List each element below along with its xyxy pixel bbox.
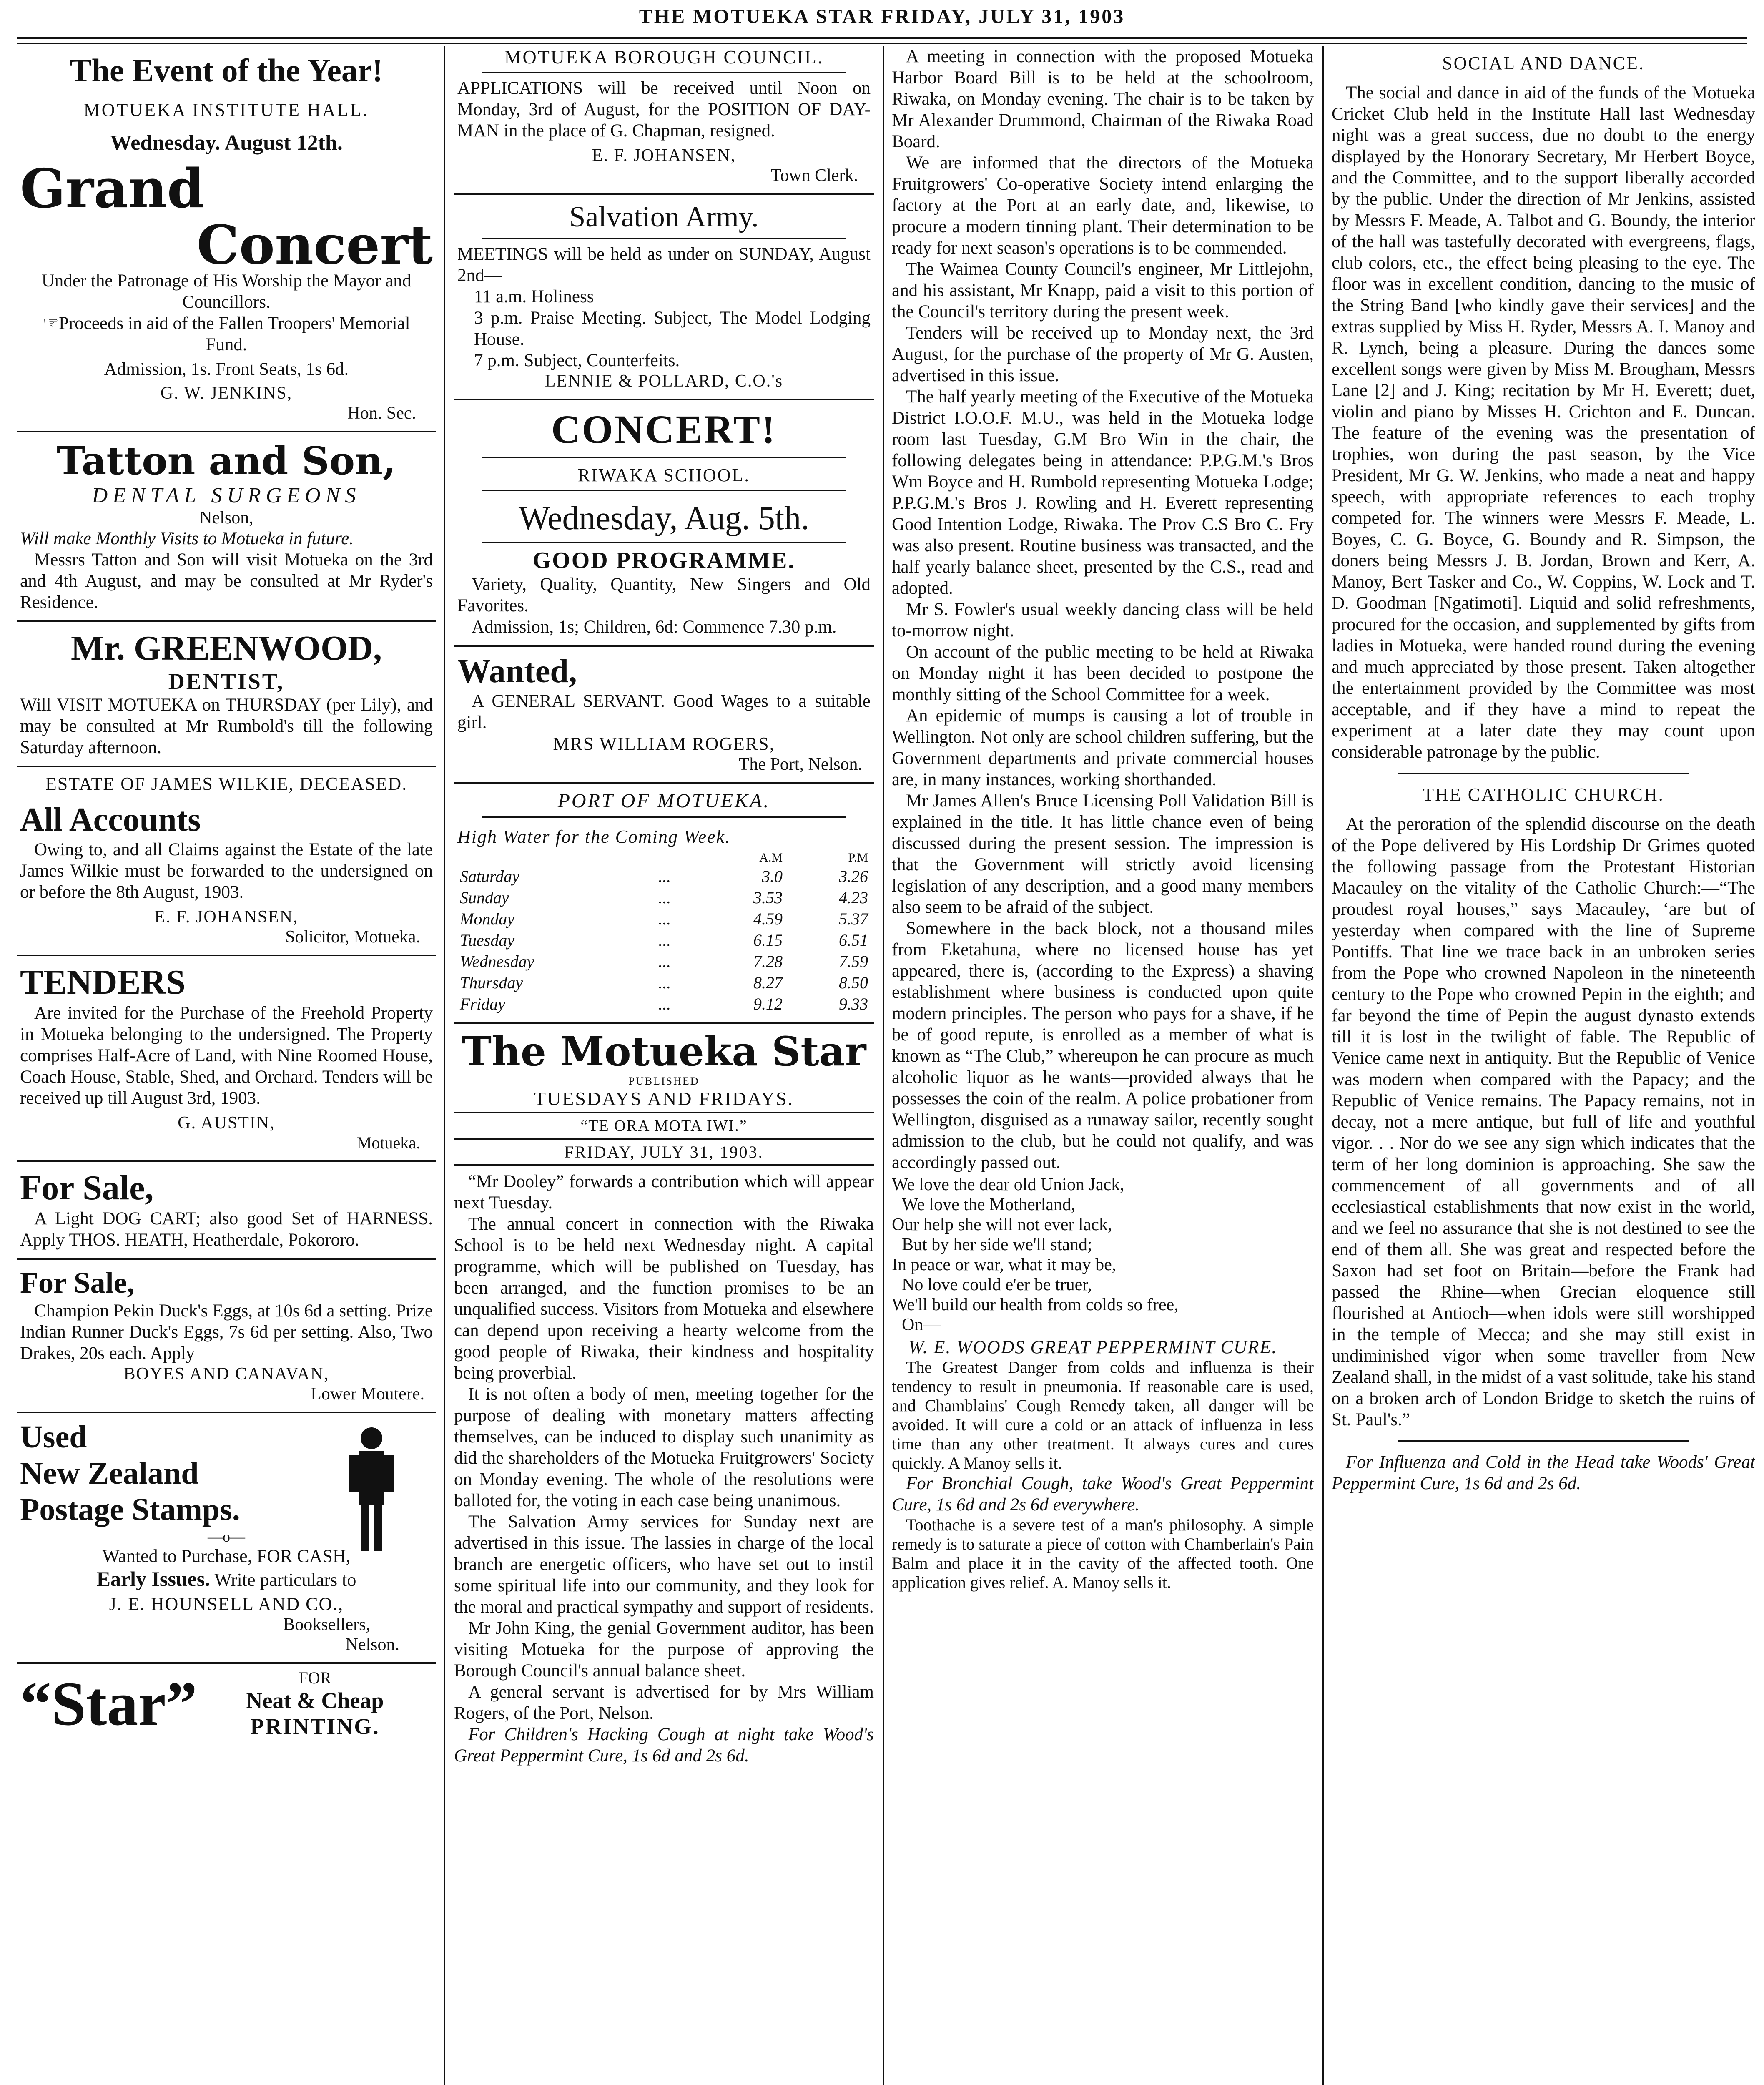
tide-pm: 6.51 — [839, 931, 868, 950]
concert-2-body: Variety, Quality, Quantity, New Singers and Old Favorites. — [457, 575, 871, 615]
concert-venue: MOTUEKA INSTITUTE HALL. — [83, 100, 369, 120]
news-paragraph: The half yearly meeting of the Executive of the Motueka District I.O.O.F. M.U., was held in the Motueka lodge room last Tuesday, G.M Bro Win in the chair, the following delegates being in attendance: P.P.G.M.'s Bros Wm Boyce and H. Rumbold representing Motueka Lodge; P.P.G.M.'s Bros J. Rowling and H. Everett representing Good Intention Lodge, Riwaka. The Prov C.S Bro C. Fry was also present. Routine business was transacted, and the half yearly balance sheet, presented by the C.S., read and adopted. — [892, 387, 1314, 598]
catholic-paragraph: At the peroration of the splendid discourse on the death of the Pope delivered by His Lordship Dr Grimes quoted the following passage from the Protestant Historian Macauley on the vitality of the Catholic Church:—“The proudest royal houses,” says Macauley, ‘are but of yesterday when compared with the line of Supreme Pontiffs. That line we trace back in an unbroken series from the Pope who crowned Napoleon in the nineteenth century to the Pope who crowned Pepin in the eighth; and far beyond the time of Pepin the august dynasto extends till it is lost in the twilight of fable. The Republic of Venice came next in antiquity. But the Republic of Venice was modern when compared with the Papacy; and the Republic of Venice remains. The Papacy remains, not in decay, not a mere antique, but full of life and youthful vigor. . . Nor do we see any sign which indicates that the term of her long dominion is approaching. She saw the commencement of all governments and of all ecclesiastical establishments that now exist in the world, and we feel no assurance that she is not destined to see the end of them all. She was great and respected before the Saxon had set foot on Britain—before the Frank had passed the Rhine—when Grecian eloquence still flourished at Antioch—when idols were still worshipped in the temple of Mecca; and she may still exist in undiminished vigor when some traveller from New Zealand shall, in the midst of a vast solitude, take his stand on a broken arch of London Bridge to sketch the ruins of St. Paul's.” — [1332, 814, 1755, 1429]
sale-1-body: A Light DOG CART; also good Set of HARNESS. Apply THOS. HEATH, Heatherdale, Pokororo. — [20, 1209, 433, 1250]
woods-body: The Greatest Danger from colds and influenza is their tendency to result in pneumonia. If reasonable care is used, and Chamblains' Cough Remedy taken, all danger will be avoided. It will cure a cold or an attack of influenza in less time than any other treatment. It always cures and cures quickly. A Manoy sells it. — [892, 1358, 1314, 1472]
column-1 — [17, 46, 442, 2085]
column-divider — [883, 46, 884, 2085]
concert-2-date: Wednesday, Aug. 5th. — [518, 500, 810, 537]
dots: ... — [658, 973, 671, 992]
dots: ... — [658, 909, 671, 928]
tide-day: Saturday — [460, 867, 519, 886]
nameplate-days: TUESDAYS AND FRIDAYS. — [454, 1088, 874, 1113]
tide-am: 8.27 — [753, 973, 783, 992]
postman-figure-icon — [340, 1422, 403, 1555]
concert-title-1: Grand — [20, 158, 205, 220]
influenza-line: For Influenza and Cold in the Head take Woods' Great Peppermint Cure, 1s 6d and 2s 6d. — [1332, 1452, 1755, 1493]
tide-row — [457, 929, 871, 951]
port-title: PORT OF MOTUEKA. — [557, 790, 770, 812]
concert-2-ad — [454, 400, 874, 647]
verse-line: We'll build our health from colds so free, — [892, 1295, 1179, 1314]
estate-headline: All Accounts — [20, 801, 201, 838]
tide-am: 4.59 — [753, 909, 783, 928]
verse — [892, 1175, 1314, 1335]
pm-header: P.M — [848, 851, 868, 864]
tenders-body: Are invited for the Purchase of the Freehold Property in Motueka belonging to the undersigned. The Property comprises Half-Acre of Land, with Nine Roomed House, Coach House, Stable, Shed, and Orchard. Tenders will be received up till August 3rd, 1903. — [20, 1003, 433, 1108]
verse-line: On— — [902, 1315, 941, 1334]
woods-title: W. E. WOODS GREAT PEPPERMINT CURE. — [908, 1337, 1277, 1357]
tatton-title: Tatton and Son, — [56, 438, 396, 483]
council-signer: E. F. JOHANSEN, — [592, 146, 736, 165]
salvation-title: Salvation Army. — [569, 201, 759, 233]
column-divider — [1322, 46, 1324, 2085]
news-paragraph: The Waimea County Council's engineer, Mr Littlejohn, and his assistant, Mr Knapp, paid a visit to this portion of the Council's territory during the present week. — [892, 259, 1314, 322]
stamps-ad — [17, 1413, 436, 1664]
tide-table-header — [457, 850, 871, 866]
news-paragraph: On account of the public meeting to be held at Riwaka on Monday night it has been decided to postpone the monthly sitting of the School Committee for a week. — [892, 642, 1314, 704]
tide-pm: 8.50 — [839, 973, 868, 992]
tide-row — [457, 866, 871, 887]
salvation-item: 3 p.m. Praise Meeting. Subject, The Model Lodging House. — [474, 308, 871, 349]
news-paragraph: A general servant is advertised for by Mrs William Rogers, of the Port, Nelson. — [454, 1682, 874, 1723]
tide-row — [457, 887, 871, 908]
tide-day: Monday — [460, 909, 515, 928]
sale-2-signer: BOYES AND CANAVAN, — [123, 1364, 329, 1384]
tatton-visits: Will make Monthly Visits to Motueka in future. — [20, 529, 354, 548]
tide-pm: 7.59 — [839, 952, 868, 971]
verse-line: In peace or war, what it may be, — [892, 1255, 1117, 1274]
news-paragraph: The Salvation Army services for Sunday next are advertised in this issue. The lassies in charge of the local branch are energetic officers, who have set out to instil some spiritual life into our community, and they look for the moral and practical sympathy and support of residents. — [454, 1512, 874, 1617]
divider — [482, 542, 846, 543]
greenwood-body: Will VISIT MOTUEKA on THURSDAY (per Lily), and may be consulted at Mr Rumbold's till the following Saturday afternoon. — [20, 695, 433, 757]
dots: ... — [658, 888, 671, 907]
dots: ... — [658, 867, 671, 886]
star-word: “Star” — [20, 1669, 197, 1738]
sale-1-title: For Sale, — [20, 1168, 154, 1207]
tide-day: Tuesday — [460, 931, 515, 950]
tatton-city: Nelson, — [199, 508, 253, 528]
star-printing-ad — [17, 1664, 436, 1743]
estate-ad — [17, 767, 436, 956]
salvation-ad — [454, 195, 874, 400]
bronchial-line: For Bronchial Cough, take Wood's Great Peppermint Cure, 1s 6d and 2s 6d everywhere. — [892, 1474, 1314, 1515]
tide-pm: 5.37 — [839, 909, 868, 928]
star-for: FOR — [299, 1668, 331, 1687]
council-body: APPLICATIONS will be received until Noon on Monday, 3rd of August, for the POSITION OF DAY-MAN in the place of G. Chapman, resigned. — [457, 78, 871, 141]
am-header: A.M — [759, 851, 783, 864]
tide-pm: 3.26 — [839, 867, 868, 886]
toothache-paragraph: Toothache is a severe test of a man's philosophy. A simple remedy is to saturate a piece of cotton with Chamberlain's Pain Balm and place it in the cavity of the affected tooth. One application gives relief. A. Manoy sells it. — [892, 1515, 1314, 1592]
verse-line: But by her side we'll stand; — [902, 1235, 1092, 1254]
social-title: SOCIAL AND DANCE. — [1442, 53, 1645, 73]
masthead: THE MOTUEKA STAR FRIDAY, JULY 31, 1903 — [639, 5, 1125, 28]
estate-body: Owing to, and all Claims against the Estate of the late James Wilkie must be forwarded to the undersigned on or before the 8th August, 1903. — [20, 840, 433, 902]
concert-2-admission: Admission, 1s; Children, 6d: Commence 7.30 p.m. — [472, 617, 837, 637]
concert-2-title: CONCERT! — [551, 407, 777, 452]
news-paragraph: Tenders will be received up to Monday next, the 3rd August, for the purchase of the property of Mr G. Austen, advertised in this issue. — [892, 323, 1314, 385]
salvation-item: 7 p.m. Subject, Counterfeits. — [474, 351, 680, 370]
tenders-title: TENDERS — [20, 963, 186, 1002]
tide-pm: 9.33 — [839, 995, 868, 1013]
sale-ad-2 — [17, 1260, 436, 1413]
stamps-line-3: Postage Stamps. — [20, 1492, 240, 1527]
stamps-body-1: Wanted to Purchase, FOR CASH, — [102, 1546, 351, 1566]
column-2 — [448, 46, 880, 2085]
estate-signer-title: Solicitor, Motueka. — [285, 927, 420, 947]
news-paragraph: Mr John King, the genial Government auditor, has been visiting Motueka for the purpose of approving the Borough Council's annual balance sheet. — [454, 1618, 874, 1681]
tide-row — [457, 951, 871, 972]
tide-am: 9.12 — [753, 995, 783, 1013]
verse-line: We love the Motherland, — [902, 1195, 1076, 1214]
concert-2-program: GOOD PROGRAMME. — [532, 548, 795, 573]
council-title: MOTUEKA BOROUGH COUNCIL. — [504, 46, 824, 68]
concert-2-venue: RIWAKA SCHOOL. — [577, 465, 750, 485]
verse-line: No love could e'er be truer, — [902, 1275, 1092, 1294]
nameplate-published: PUBLISHED — [628, 1075, 700, 1087]
news-paragraph: It is not often a body of men, meeting together for the purpose of dealing with monetary matters affecting themselves, can be induced to display such unanimity as did the shareholders of the Motueka Fruitgrowers' Society on Monday evening. The whole of the resolutions were balloted for, the voting in each case being unanimous. — [454, 1384, 874, 1510]
divider — [1398, 1440, 1689, 1442]
council-signer-title: Town Clerk. — [770, 166, 858, 185]
divider — [482, 490, 846, 491]
sale-ad-1 — [17, 1162, 436, 1260]
tide-table — [457, 850, 871, 1015]
tide-pm: 4.23 — [839, 888, 868, 907]
catholic-title: THE CATHOLIC CHURCH. — [1423, 784, 1664, 805]
news-paragraph: Mr S. Fowler's usual weekly dancing class will be held to-morrow night. — [892, 600, 1314, 641]
tide-row — [457, 993, 871, 1015]
tide-row — [457, 908, 871, 929]
news-paragraph: Mr James Allen's Bruce Licensing Poll Validation Bill is explained in the title. It has little chance even of being discussed during the present session. The impression is that the Government will strictly avoid licensing legislation of any description, and a good many members also seem to be afraid of the subject. — [892, 791, 1314, 917]
stamps-place: Nelson. — [345, 1635, 399, 1654]
dots: ... — [658, 995, 671, 1013]
tide-day: Wednesday — [460, 952, 534, 971]
concert-headline: The Event of the Year! — [70, 52, 383, 88]
column-divider — [444, 46, 445, 2085]
wanted-title: Wanted, — [457, 653, 577, 690]
tide-day: Sunday — [460, 888, 509, 907]
salvation-item: 11 a.m. Holiness — [474, 287, 594, 306]
star-neat-cheap: Neat & Cheap — [246, 1688, 384, 1713]
stamps-line-1: Used — [20, 1419, 87, 1454]
concert-signer-title: Hon. Sec. — [347, 404, 416, 423]
dots: ... — [658, 952, 671, 971]
nameplate-motto: “TE ORA MOTA IWI.” — [454, 1113, 874, 1140]
news-paragraph: A meeting in connection with the proposed Motueka Harbor Board Bill is to be held at the schoolroom, Riwaka, on Monday evening. The chair is to be taken by Mr Alexander Drummond, Chairman of the Riwaka Road Board. — [892, 47, 1314, 151]
news-paragraph: The annual concert in connection with the Riwaka School is to be held next Wednesday night. A capital programme, which will be published on Tuesday, has been arranged, and the function promises to be an unqualified success. Visitors from Motueka and elsewhere can depend upon receiving a hearty welcome from the good people of Riwaka, their kindness and hospitality being proverbial. — [454, 1214, 874, 1383]
column-3 — [886, 46, 1320, 2085]
tenders-signer: G. AUSTIN, — [178, 1113, 275, 1133]
divider — [482, 72, 846, 73]
tatton-subtitle: DENTAL SURGEONS — [92, 484, 361, 507]
wanted-body: A GENERAL SERVANT. Good Wages to a suitable girl. — [457, 691, 871, 732]
greenwood-subtitle: DENTIST, — [168, 669, 285, 694]
news-paragraph: We are informed that the directors of the Motueka Fruitgrowers' Co-operative Society intend enlarging the factory at the Port at an early date, and, likewise, to procure a modern tinning plant. Their determination to be ready for next season's operations is to be commended. — [892, 153, 1314, 258]
concert-ad — [17, 46, 436, 432]
nameplate — [454, 1024, 874, 1166]
concert-proceeds: ☞Proceeds in aid of the Fallen Troopers' Memorial Fund. — [43, 314, 410, 354]
sale-2-place: Lower Moutere. — [311, 1384, 424, 1404]
star-printing: PRINTING. — [250, 1714, 380, 1739]
stamps-signer: J. E. HOUNSELL AND CO., — [109, 1594, 344, 1614]
tide-day: Thursday — [460, 973, 523, 992]
concert-title-2: Concert — [196, 214, 433, 276]
dots: ... — [658, 931, 671, 950]
nameplate-date: FRIDAY, JULY 31, 1903. — [564, 1143, 764, 1161]
greenwood-title: Mr. GREENWOOD, — [71, 629, 382, 668]
tide-am: 3.53 — [753, 888, 783, 907]
news-paragraph: Somewhere in the back block, not a thousand miles from Eketahuna, where no licensed house has yet appeared, there is, (according to the Express) a shaving establishment where business is conducted upon quite modern principles. The person who pays for a shave, if he be of good repute, is enrolled as a member of what is known as “The Club,” whereupon he can procure as much alcoholic liquor as he wants—provided always that he possesses the coin of the realm. A police probationer from Wellington, disguised as a runaway sailor, recently sought admission to the club, but he could not qualify, and was accordingly passed out. — [892, 919, 1314, 1172]
tide-row — [457, 972, 871, 993]
concert-admission: Admission, 1s. Front Seats, 1s 6d. — [104, 359, 349, 379]
tatton-body: Messrs Tatton and Son will visit Motueka on the 3rd and 4th August, and may be consulted at Mr Ryder's Residence. — [20, 550, 433, 612]
verse-line: Our help she will not ever lack, — [892, 1215, 1112, 1234]
council-ad — [454, 46, 874, 195]
wanted-signer: MRS WILLIAM ROGERS, — [553, 734, 775, 754]
editorial-notes — [454, 1166, 874, 1766]
divider — [482, 816, 846, 818]
divider — [1398, 773, 1689, 774]
peppermint-ad-line: For Children's Hacking Cough at night take Wood's Great Peppermint Cure, 1s 6d and 2s 6d. — [454, 1725, 874, 1766]
salvation-signer: LENNIE & POLLARD, C.O.'s — [545, 372, 783, 391]
stamps-line-2: New Zealand — [20, 1456, 199, 1491]
stamps-body-23: Early Issues. Write particulars to — [96, 1567, 356, 1590]
tatton-ad — [17, 432, 436, 622]
tenders-place: Motueka. — [356, 1133, 420, 1152]
verse-line: We love the dear old Union Jack, — [892, 1175, 1124, 1194]
masthead-rule — [17, 37, 1747, 44]
nameplate-title: The Motueka Star — [462, 1028, 866, 1075]
column-4 — [1326, 46, 1755, 2085]
tide-am: 6.15 — [753, 931, 783, 950]
wanted-ad — [454, 647, 874, 784]
greenwood-ad — [17, 622, 436, 767]
concert-signer: G. W. JENKINS, — [160, 384, 293, 403]
news-paragraph: “Mr Dooley” forwards a contribution which will appear next Tuesday. — [454, 1172, 874, 1213]
concert-date: Wednesday. August 12th. — [110, 131, 343, 155]
tide-am: 3.0 — [762, 867, 783, 886]
salvation-intro: MEETINGS will be held as under on SUNDAY, August 2nd— — [457, 244, 871, 285]
wanted-place: The Port, Nelson. — [738, 755, 862, 774]
port-ad — [454, 784, 874, 1024]
port-header: High Water for the Coming Week. — [457, 826, 731, 847]
estate-signer: E. F. JOHANSEN, — [154, 907, 299, 927]
divider — [482, 457, 846, 458]
tide-am: 7.28 — [753, 952, 783, 971]
news-paragraph: An epidemic of mumps is causing a lot of trouble in Wellington. Not only are school children suffering, but the Government departments and private commercial houses are, in many instances, working shorthanded. — [892, 706, 1314, 789]
tenders-ad — [17, 956, 436, 1162]
stamps-divider: —o— — [208, 1528, 245, 1545]
sale-2-body: Champion Pekin Duck's Eggs, at 10s 6d a setting. Prize Indian Runner Duck's Eggs, 7s 6d per setting. Also, Two Drakes, 20s each. Apply — [20, 1301, 433, 1363]
estate-title: ESTATE OF JAMES WILKIE, DECEASED. — [45, 774, 408, 794]
stamps-signer-title: Booksellers, — [283, 1615, 370, 1634]
tide-day: Friday — [460, 995, 505, 1013]
sale-2-title: For Sale, — [20, 1266, 135, 1299]
divider — [482, 238, 846, 239]
social-paragraph: The social and dance in aid of the funds of the Motueka Cricket Club held in the Institute Hall last Wednesday night was a great success, due no doubt to the energy displayed by the Honorary Secretary, Mr Herbert Boyce, and the Committee, and to the support liberally accorded by the public. Under the direction of Mr Jenkins, assisted by Messrs F. Meade, A. Talbot and G. Boundy, the interior of the hall was tastefully decorated with evergreens, flags, club colors, etc., the effect being pleasing to the eye. The floor was in excellent condition, dancing to the music of the String Band [who kindly gave their services] and the extras supplied by Miss H. Ryder, Messrs A. I. Manoy and R. Lynch, being a pleasure. During the dances some excellent songs were given by Miss M. Brougham, Messrs Lane [2] and J. King; recitation by Mr H. Everett; duet, violin and piano by Misses H. Crichton and E. Duncan. The feature of the evening was the presentation of trophies, won during the past season, by the Vice President, Mr G. W. Jenkins, who made a neat and happy speech, with appropriate references to each trophy competed for. The winners were Messrs F. Meade, L. Boyes, C. G. Boyce, G. Boundy and R. Simpson, the doners being Messrs J. B. Jordan, Brown and Kerr, A. Manoy, Bert Tasker and Co., W. Coppins, W. Lock and T. D. Goodman [Ngatimoti]. Liquid and solid refreshments, procured for the occasion, and supplemented by gifts from ladies in Motueka, were handed round during the evening and much appreciated by those present. Taken altogether the entertainment provided by the Committee was most acceptable, and if they have a mind to repeat the experiment at a later date they may count upon considerable patronage by the public. — [1332, 83, 1755, 762]
pointing-hand-icon: ☞ — [43, 314, 59, 333]
concert-patronage: Under the Patronage of His Worship the Mayor and Councillors. — [41, 271, 412, 312]
